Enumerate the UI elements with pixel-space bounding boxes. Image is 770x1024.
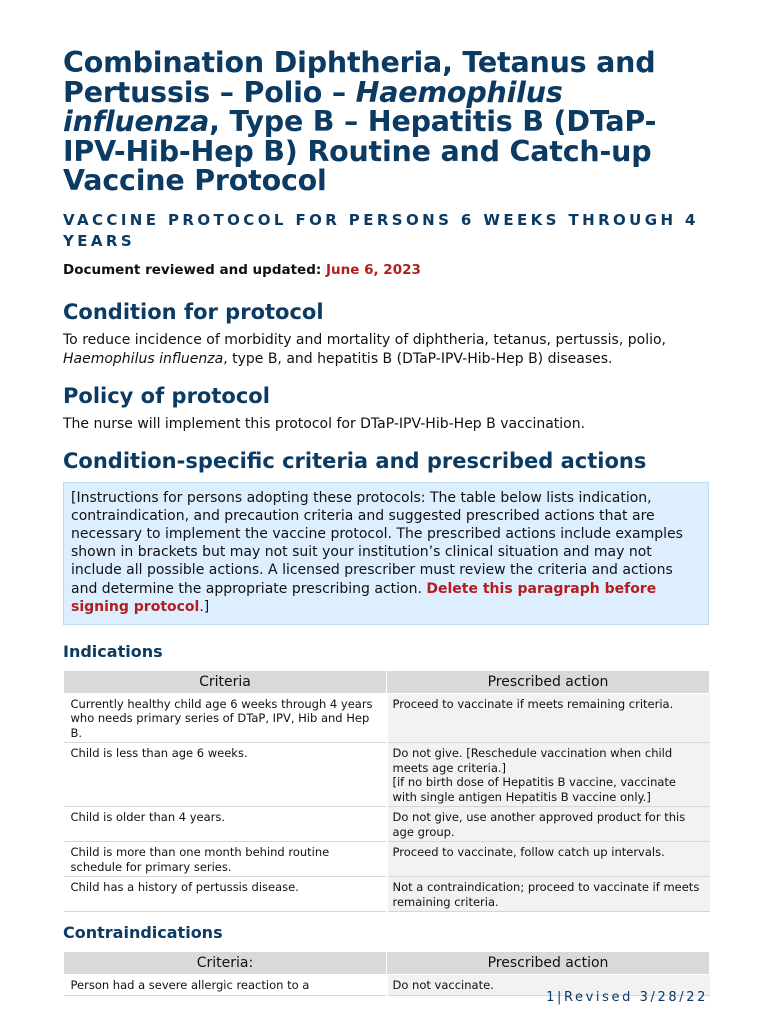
table-cell-action: Not a contraindication; proceed to vaccinate if meets remaining criteria. [387, 877, 710, 912]
table-cell-action-line: Do not give. [Reschedule vaccination when child meets age criteria.] [392, 746, 673, 775]
review-date-line [63, 261, 709, 279]
table-cell-action-extra: [if no birth dose of Hepatitis B vaccine, vaccinate with single antigen Hepatitis B vaccine only.] [392, 775, 676, 804]
page-subtitle: VACCINE PROTOCOL FOR PERSONS 6 WEEKS THROUGH 4 YEARS [63, 210, 699, 250]
table-cell-action: Proceed to vaccinate if meets remaining criteria. [387, 693, 710, 743]
table-cell-action [387, 743, 710, 807]
contraindications-header-row [64, 952, 710, 975]
page-title-part2: , Type B – Hepatitis B (DTaP-IPV-Hib-Hep B) Routine and Catch-up Vaccine Protocol [63, 105, 657, 197]
table-cell-criteria: Child is less than age 6 weeks. [64, 743, 387, 807]
indications-header-row [64, 670, 710, 693]
condition-text-part1: To reduce incidence of morbidity and mortality of diphtheria, tetanus, pertussis, polio, [63, 331, 666, 348]
table-row [64, 842, 710, 877]
indications-col-action: Prescribed action [387, 670, 710, 693]
instructions-note-text: [Instructions for persons adopting these protocols: The table below lists indication, contraindication, and precaution criteria and suggested prescribed actions that are necessary to implement the vaccine protocol. The prescribed actions include examples shown in brackets but may not suit your institution’s clinical situation and may not include all possible actions. A licensed prescriber must review the criteria and actions and determine the appropriate prescribing action. [71, 489, 683, 597]
table-cell-criteria: Person had a severe allergic reaction to a [64, 975, 387, 996]
review-date: June 6, 2023 [325, 261, 421, 278]
table-cell-criteria: Child is older than 4 years. [64, 807, 387, 842]
indications-table [63, 670, 710, 913]
table-row [64, 807, 710, 842]
page-title-italic: Haemophilus influenza [63, 75, 563, 138]
condition-text-part2: , type B, and hepatitis B (DTaP-IPV-Hib-Hep B) diseases. [223, 350, 613, 367]
table-row [64, 693, 710, 743]
indications-col-criteria: Criteria [64, 670, 387, 693]
page-footer: 1|Revised 3/28/22 [546, 990, 708, 1005]
indications-heading: Indications [63, 641, 163, 661]
instructions-note-end: .] [199, 598, 210, 615]
contraindications-col-action: Prescribed action [387, 952, 710, 975]
condition-text [63, 331, 709, 369]
table-row [64, 877, 710, 912]
policy-text: The nurse will implement this protocol for DTaP-IPV-Hib-Hep B vaccination. [63, 415, 586, 432]
table-cell-criteria: Child is more than one month behind routine schedule for primary series. [64, 842, 387, 877]
table-cell-action: Proceed to vaccinate, follow catch up intervals. [387, 842, 710, 877]
contraindications-col-criteria: Criteria: [64, 952, 387, 975]
document-page [63, 48, 709, 996]
table-cell-action: Do not vaccinate. [387, 975, 710, 996]
table-cell-criteria: Currently healthy child age 6 weeks through 4 years who needs primary series of DTaP, IPV, Hib and Hep B. [64, 693, 387, 743]
criteria-heading: Condition-specific criteria and prescribed actions [63, 448, 647, 473]
contraindications-heading: Contraindications [63, 923, 223, 943]
table-cell-criteria: Child has a history of pertussis disease. [64, 877, 387, 912]
table-cell-action: Do not give, use another approved product for this age group. [387, 807, 710, 842]
table-row [64, 743, 710, 807]
condition-heading: Condition for protocol [63, 299, 324, 324]
policy-heading: Policy of protocol [63, 383, 270, 408]
instructions-note-delete-warning: Delete this paragraph before signing protocol [71, 580, 657, 615]
condition-text-italic: Haemophilus influenza [63, 350, 224, 367]
page-title [63, 48, 709, 196]
instructions-note [63, 482, 709, 625]
page-title-part1: Combination Diphtheria, Tetanus and Pertussis – Polio – [63, 46, 656, 109]
review-date-label: Document reviewed and updated: [63, 261, 326, 278]
